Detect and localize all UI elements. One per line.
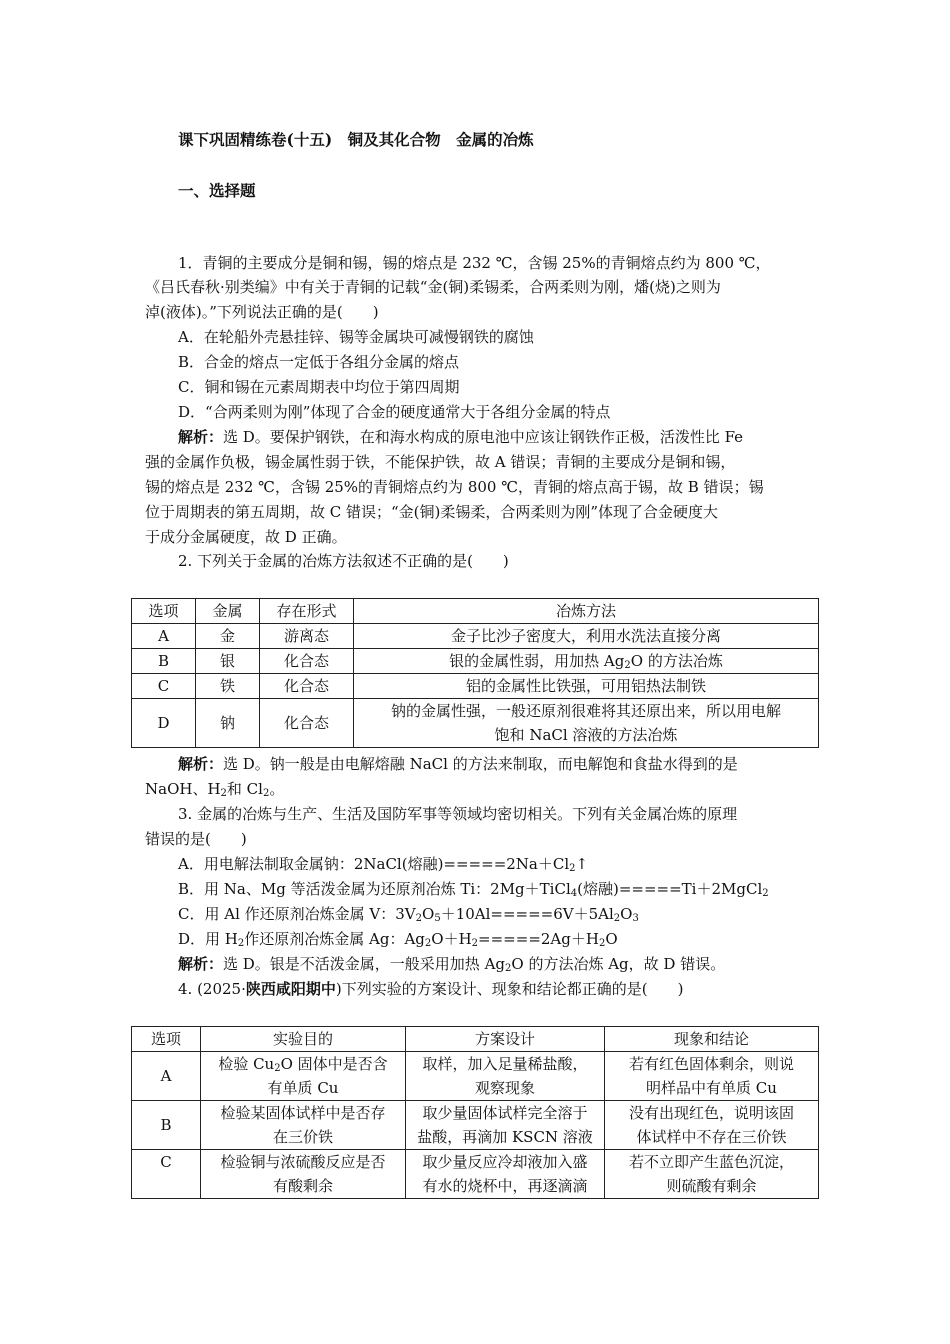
analysis-label: 解析：: [178, 755, 224, 773]
table-header-row: 选项 金属 存在形式 冶炼方法: [132, 599, 819, 624]
page-title: 课下巩固精练卷(十五) 铜及其化合物 金属的冶炼: [178, 130, 534, 149]
table-header-row: 选项 实验目的 方案设计 现象和结论: [132, 1027, 819, 1052]
q1-analysis-line3: 锡的熔点是 232 ℃，含锡 25%的青铜熔点约为 800 ℃，青铜的熔点高于锡，故 B 错误；锡: [145, 478, 764, 496]
section-heading: 一、选择题: [178, 181, 256, 200]
q1-analysis-line1: 解析：选 D。要保护钢铁，在和海水构成的原电池中应该让钢铁作正极，活泼性比 Fe: [178, 428, 744, 446]
table-row: C 铁 化合态 铝的金属性比铁强，可用铝热法制铁: [132, 674, 819, 699]
q3-option-c: C．用 Al 作还原剂冶炼金属 V：$3V_2O_5+10Al=====6V+5Al_2O_3$: [178, 905, 639, 924]
q1-option-c: C．铜和锡在元素周期表中均位于第四周期: [178, 378, 460, 396]
q1-stem-line2: 《吕氏春秋·别类编》中有关于青铜的记载“金(铜)柔锡柔，合两柔则为刚，燔(烧)之则为: [145, 278, 721, 296]
q1-analysis-line2: 强的金属作负极，锡金属性弱于铁，不能保护铁，故 A 错误；青铜的主要成分是铜和锡，: [145, 453, 736, 471]
analysis-label: 解析：: [178, 428, 224, 446]
q1-option-b: B．合金的熔点一定低于各组分金属的熔点: [178, 353, 460, 371]
q1-stem-line3: 淖(液体)。”下列说法正确的是( ): [145, 303, 379, 321]
q3-option-d: D．用 $H_2$作还原剂冶炼金属 Ag：$Ag_2O+H_2=====2Ag+H_2O$: [178, 930, 618, 949]
table-row: B 银 化合态 银的金属性弱，用加热 $Ag_2O$ 的方法冶炼: [132, 649, 819, 674]
q4-table: [131, 1026, 819, 1199]
table-row: C 检验铜与浓硫酸反应是否 有酸剩余 取少量反应冷却液加入盛 有水的烧杯中，再逐滴滴 若不立即产生蓝色沉淀， 则硫酸有剩余: [132, 1150, 819, 1199]
table-row: A 金 游离态 金子比沙子密度大，利用水洗法直接分离: [132, 624, 819, 649]
q2-analysis-line2: NaOH、$H_2$和 $Cl_2$。: [145, 780, 285, 799]
q3-stem-line2: 错误的是( ): [145, 830, 247, 848]
q3-option-a: A．用电解法制取金属钠：2NaCl(熔融)$=====2Na+Cl_2↑$: [178, 855, 589, 874]
q3-option-b: B．用 Na、Mg 等活泼金属为还原剂冶炼 Ti：2Mg＋TiCl$_4$(熔融)=====Ti＋2MgCl$_2$: [178, 880, 769, 899]
q4-stem: 4. (2025·陕西咸阳期中)下列实验的方案设计、现象和结论都正确的是( ): [178, 980, 684, 998]
table-row: B 检验某固体试样中是否存 在三价铁 取少量固体试样完全溶于 盐酸，再滴加 KSCN 溶液 没有出现红色，说明该固 体试样中不存在三价铁: [132, 1101, 819, 1150]
q3-stem-line1: 3. 金属的冶炼与生产、生活及国防军事等领域均密切相关。下列有关金属冶炼的原理: [178, 805, 738, 823]
q3-analysis: 解析：选 D。银是不活泼金属，一般采用加热 $Ag_2O$ 的方法冶炼 Ag，故 D 错误。: [178, 955, 726, 974]
q1-analysis-line4: 位于周期表的第五周期，故 C 错误；“金(铜)柔锡柔，合两柔则为刚”体现了合金硬度大: [145, 503, 719, 521]
q2-table: [131, 598, 819, 748]
q1-analysis-line5: 于成分金属硬度，故 D 正确。: [145, 528, 347, 546]
q1-option-d: D．“合两柔则为刚”体现了合金的硬度通常大于各组分金属的特点: [178, 403, 611, 421]
q1-stem-line1: 1．青铜的主要成分是铜和锡，锡的熔点是 232 ℃，含锡 25%的青铜熔点约为 800 ℃，: [178, 254, 771, 272]
analysis-label: 解析：: [178, 955, 224, 973]
table-row: A 检验 $Cu_2O$ 固体中是否含 有单质 Cu 取样，加入足量稀盐酸， 观察现象 若有红色固体剩余，则说 明样品中有单质 Cu: [132, 1052, 819, 1101]
q2-analysis-line1: 解析：选 D。钠一般是由电解熔融 NaCl 的方法来制取，而电解饱和食盐水得到的是: [178, 755, 738, 773]
q1-option-a: A．在轮船外壳悬挂锌、锡等金属块可减慢钢铁的腐蚀: [178, 328, 534, 346]
table-row: D 钠 化合态 钠的金属性强，一般还原剂很难将其还原出来，所以用电解 饱和 NaCl 溶液的方法冶炼: [132, 699, 819, 748]
q2-stem: 2. 下列关于金属的冶炼方法叙述不正确的是( ): [178, 552, 509, 570]
